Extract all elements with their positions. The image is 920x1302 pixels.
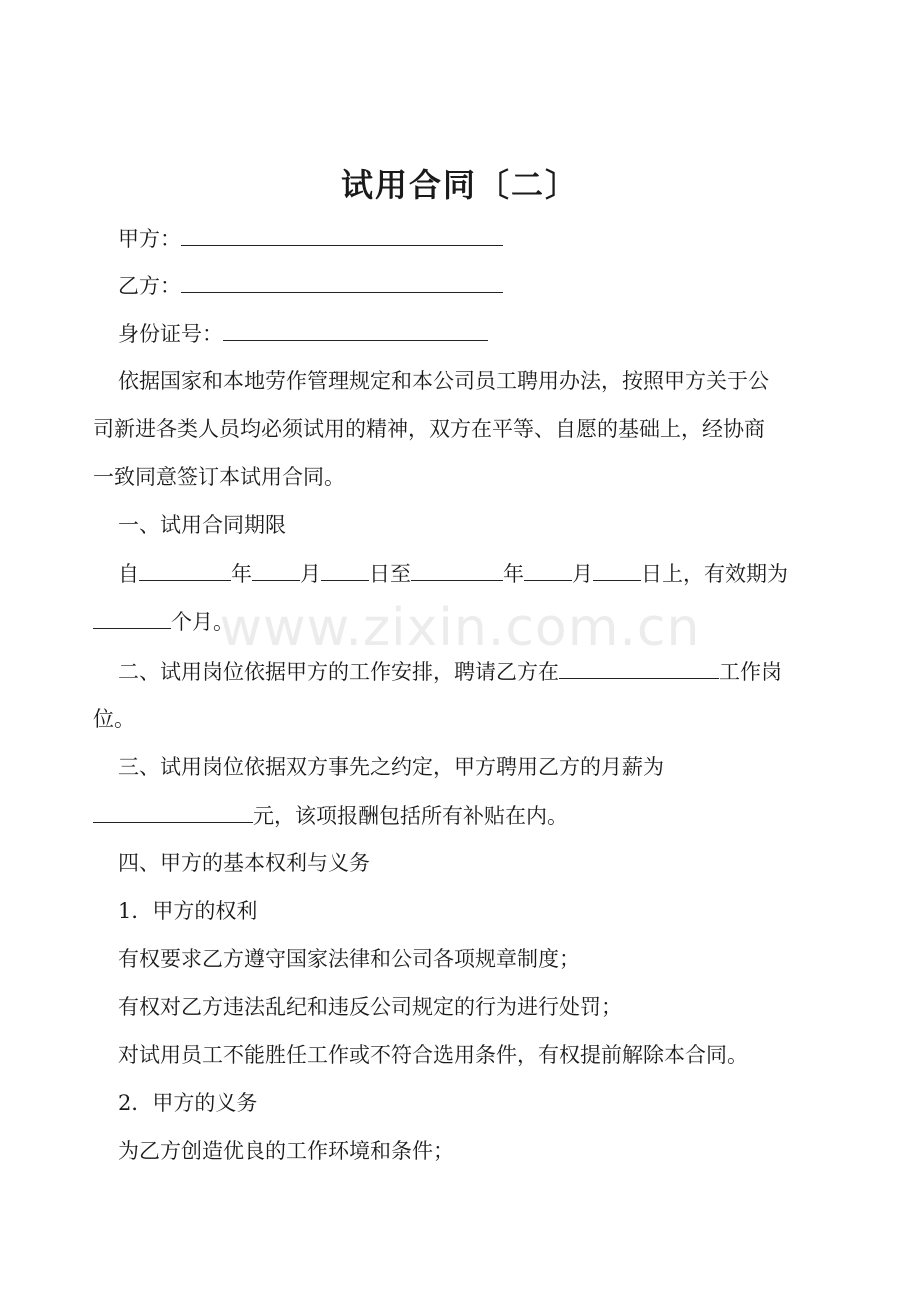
section-2-line-2: 位。: [93, 707, 135, 731]
party-b-line: [118, 270, 863, 301]
term-months: 个月。: [171, 610, 234, 634]
party-a-right-1: 有权要求乙方遵守国家法律和公司各项规章制度；: [118, 947, 580, 971]
end-year-blank: [411, 558, 503, 581]
term-from: 自: [118, 562, 139, 586]
term-dates-line: [118, 558, 863, 589]
intro-line-3: 一致同意签订本试用合同。: [93, 465, 345, 489]
start-month-blank: [252, 558, 300, 581]
section-1-heading: 一、试用合同期限: [118, 513, 286, 537]
document-title: 试用合同〔二〕: [340, 166, 579, 204]
party-a-line: [118, 223, 863, 254]
section-2-line-1: [118, 656, 863, 687]
id-number-label: 身份证号：: [118, 322, 223, 346]
watermark: www.zixin.com.cn: [219, 598, 701, 658]
term-day-1: 日至: [369, 562, 411, 586]
position-blank: [559, 656, 719, 679]
term-year-1: 年: [231, 562, 252, 586]
party-b-label: 乙方：: [118, 274, 181, 298]
party-b-blank: [181, 270, 503, 293]
term-day-2: 日上，有效期为: [641, 562, 788, 586]
party-a-blank: [181, 223, 503, 246]
party-a-right-3: 对试用员工不能胜任工作或不符合选用条件，有权提前解除本合同。: [118, 1043, 748, 1067]
party-a-duties-heading: 2．甲方的义务: [118, 1091, 258, 1115]
start-day-blank: [321, 558, 369, 581]
section-3-text-b: 元，该项报酬包括所有补贴在内。: [253, 804, 568, 828]
end-day-blank: [593, 558, 641, 581]
start-year-blank: [139, 558, 231, 581]
salary-blank: [93, 800, 253, 823]
intro-line-2: 司新进各类人员均必须试用的精神，双方在平等、自愿的基础上，经协商: [93, 417, 765, 441]
section-3-line-1: 三、试用岗位依据双方事先之约定，甲方聘用乙方的月薪为: [118, 755, 664, 779]
term-month-1: 月: [300, 562, 321, 586]
party-a-label: 甲方：: [118, 227, 181, 251]
section-2-text-b: 工作岗: [719, 660, 782, 684]
section-3-line-2: [93, 800, 838, 831]
term-year-2: 年: [503, 562, 524, 586]
section-4-heading: 四、甲方的基本权利与义务: [118, 851, 370, 875]
term-month-2: 月: [572, 562, 593, 586]
end-month-blank: [524, 558, 572, 581]
section-2-text: 二、试用岗位依据甲方的工作安排，聘请乙方在: [118, 660, 559, 684]
party-a-rights-heading: 1．甲方的权利: [118, 899, 258, 923]
intro-line-1: 依据国家和本地劳作管理规定和本公司员工聘用办法，按照甲方关于公: [118, 369, 769, 393]
term-months-line: [93, 606, 838, 637]
id-number-blank: [223, 318, 488, 341]
months-blank: [93, 606, 171, 629]
party-a-right-2: 有权对乙方违法乱纪和违反公司规定的行为进行处罚；: [118, 995, 622, 1019]
id-number-line: [118, 318, 863, 349]
party-a-duty-1: 为乙方创造优良的工作环境和条件；: [118, 1139, 454, 1163]
